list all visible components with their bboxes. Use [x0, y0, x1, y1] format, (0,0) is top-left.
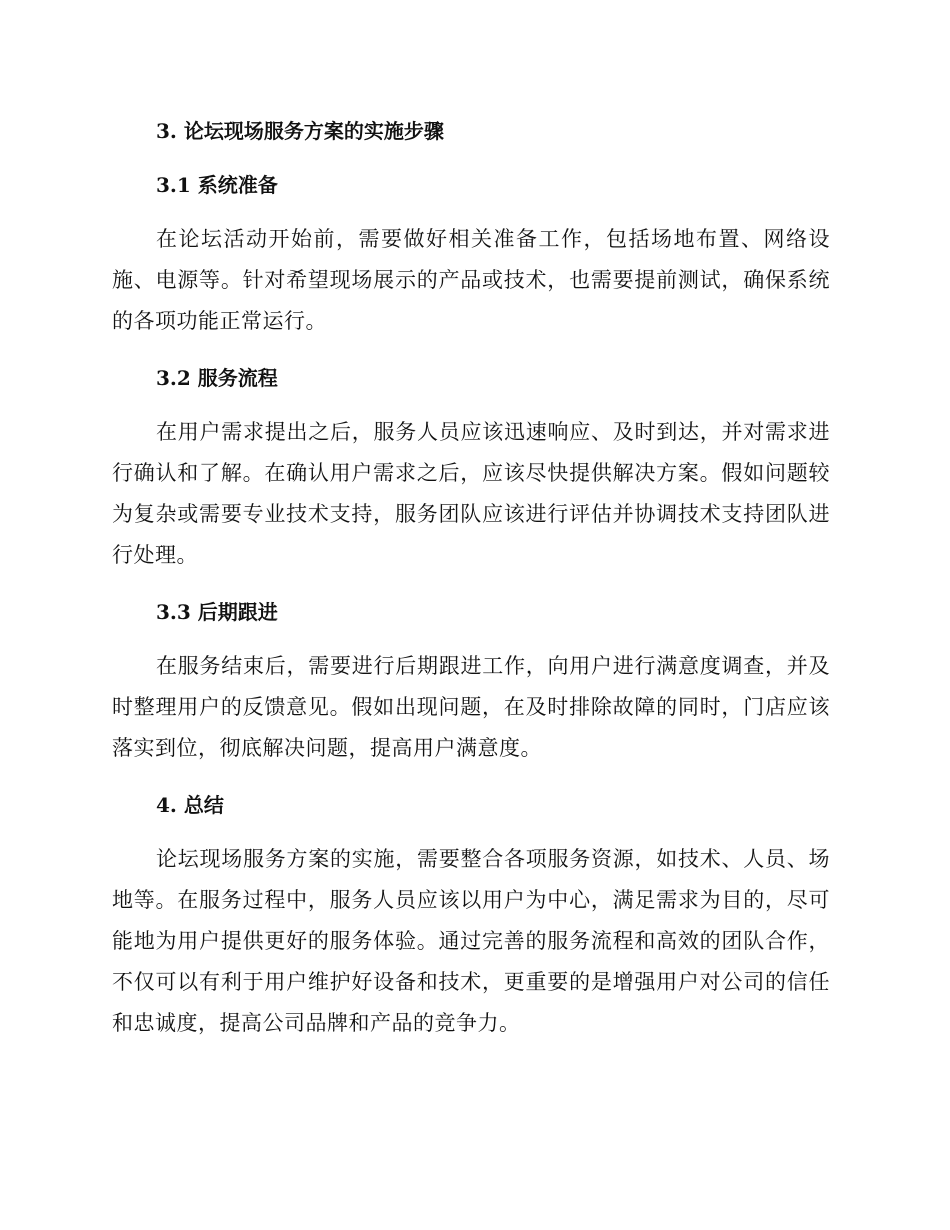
subsection-heading-3-3: 3.3 后期跟进	[156, 600, 278, 624]
subsection-heading-3-1: 3.1 系统准备	[156, 173, 278, 197]
paragraph-follow-up: 在服务结束后，需要进行后期跟进工作，向用户进行满意度调查，并及时整理用户的反馈意见。假如出现问题，在及时排除故障的同时，门店应该落实到位，彻底解决问题，提高用户满意度。	[112, 654, 830, 760]
paragraph-service-process: 在用户需求提出之后，服务人员应该迅速响应、及时到达，并对需求进行确认和了解。在确认用户需求之后，应该尽快提供解决方案。假如问题较为复杂或需要专业技术支持，服务团队应该进行评估并协调技术支持团队进行处理。	[112, 420, 830, 567]
section-heading-4: 4. 总结	[156, 793, 224, 817]
paragraph-summary: 论坛现场服务方案的实施，需要整合各项服务资源，如技术、人员、场地等。在服务过程中，服务人员应该以用户为中心，满足需求为目的，尽可能地为用户提供更好的服务体验。通过完善的服务流程和高效的团队合作，不仅可以有利于用户维护好设备和技术，更重要的是增强用户对公司的信任和忠诚度，提高公司品牌和产品的竞争力。	[112, 847, 830, 1035]
subsection-heading-3-2: 3.2 服务流程	[156, 366, 278, 390]
section-heading-3: 3. 论坛现场服务方案的实施步骤	[156, 119, 444, 143]
paragraph-system-preparation: 在论坛活动开始前，需要做好相关准备工作，包括场地布置、网络设施、电源等。针对希望现场展示的产品或技术，也需要提前测试，确保系统的各项功能正常运行。	[112, 227, 830, 333]
